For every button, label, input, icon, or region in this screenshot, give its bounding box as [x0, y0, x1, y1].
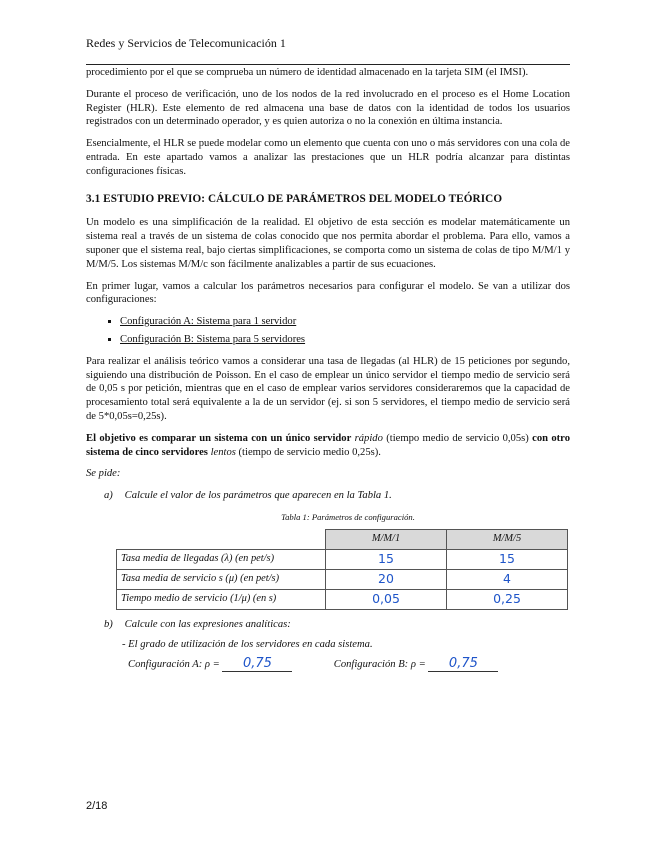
page-body: [86, 66, 570, 676]
table-caption: Tabla 1: Parámetros de configuración.: [281, 511, 415, 522]
table-header-row: [117, 529, 568, 549]
objective-text-2: (tiempo de servicio medio 0,25s).: [238, 446, 381, 458]
configuration-list: [86, 315, 570, 347]
objective-bold-2: con otro sistema de cinco servidores: [86, 432, 570, 458]
handwritten-value: 0,05: [326, 589, 447, 609]
item-a-label: a): [104, 490, 113, 502]
item-a: [86, 489, 570, 503]
table-row: [117, 589, 568, 609]
item-b-text: Calcule con las expresiones analíticas:: [124, 618, 291, 630]
objective-italic-2: lentos: [210, 446, 236, 458]
configuration-a: Configuración A: Sistema para 1 servidor: [120, 316, 297, 328]
config-b-label: Configuración B: ρ =: [333, 659, 426, 671]
paragraph: En primer lugar, vamos a calcular los parámetros necesarios para configurar el modelo. Se van a utilizar dos configuraciones:: [86, 280, 570, 306]
config-a-label: Configuración A: ρ =: [128, 659, 220, 671]
paragraph: Esencialmente, el HLR se puede modelar como un elemento que cuenta con uno o más servidores con una cola de entrada. En este apartado vamos a analizar las prestaciones que un HLR podría alcanzar para distintas configuraciones físicas.: [86, 138, 570, 177]
paragraph: Un modelo es una simplificación de la realidad. El objetivo de esta sección es modelar matemáticamente un sistema real a través de un sistema de colas conocido que nos permita abordar el problema. Para ello, vamos a suponer que el sistema real, bajo ciertas simplificaciones, se comporta como un sistema de colas de tipo M/M/1 y M/M/5. Los sistemas M/M/c son fácilmente analizables a partir de sus ecuaciones.: [86, 217, 570, 270]
running-header: Redes y Servicios de Telecomunicación 1: [86, 36, 286, 50]
config-a-answer: 0,75: [222, 657, 292, 672]
list-item: [120, 333, 570, 347]
page-number: 2/18: [86, 800, 108, 812]
item-b-sub: - El grado de utilización de los servidores en cada sistema.: [122, 638, 373, 650]
handwritten-value: 15: [447, 549, 568, 569]
paragraph: procedimiento por el que se comprueba un número de identidad almacenado en la tarjeta SIM (el IMSI).: [86, 67, 529, 78]
column-header-mm5: M/M/5: [447, 529, 568, 549]
item-b: [86, 618, 570, 632]
list-item: [120, 315, 570, 329]
item-a-text: Calcule el valor de los parámetros que aparecen en la Tabla 1.: [124, 490, 392, 502]
objective-italic-1: rápido: [354, 432, 383, 444]
table-row: [117, 549, 568, 569]
parameters-table: [116, 529, 568, 610]
item-b-label: b): [104, 618, 113, 630]
objective-paragraph: [86, 432, 570, 460]
section-heading: 3.1 ESTUDIO PREVIO: CÁLCULO DE PARÁMETROS DEL MODELO TEÓRICO: [86, 192, 503, 205]
config-b-answer: 0,75: [428, 657, 498, 672]
header-rule: [86, 64, 570, 65]
paragraph: Para realizar el análisis teórico vamos a considerar una tasa de llegadas (al HLR) de 15 peticiones por segundo, siguiendo una distribución de Poisson. En el caso de emplear un único servidor el tiempo medio de servicio será de 0,05 s por petición, mientras que en el caso de emplear varios servidores consideraremos que la capacidad de procesamiento total será equivalente a la de un servidor (ej. si son 5 servidores, el tiempo medio de servicio será de 5*0,05s=0,25s).: [86, 355, 570, 422]
handwritten-value: 0,25: [447, 589, 568, 609]
configuration-b: Configuración B: Sistema para 5 servidores: [120, 333, 306, 345]
utilization-answers: [86, 657, 570, 672]
se-pide: Se pide:: [86, 468, 121, 480]
handwritten-value: 15: [326, 549, 447, 569]
row-label: Tasa media de llegadas (λ) (en pet/s): [117, 549, 326, 569]
row-label: Tiempo medio de servicio (1/μ) (en s): [117, 589, 326, 609]
handwritten-value: 4: [447, 569, 568, 589]
row-label: Tasa media de servicio s (μ) (en pet/s): [117, 569, 326, 589]
column-header-mm1: M/M/1: [326, 529, 447, 549]
paragraph: Durante el proceso de verificación, uno de los nodos de la red involucrado en el proceso es el Home Location Register (HLR). Este elemento de red almacena una base de datos con la identidad de todos los usuarios registrados con un determinado operador, y es quien autoriza o no la conexión en última instancia.: [86, 88, 570, 128]
handwritten-value: 20: [326, 569, 447, 589]
table-corner: [117, 529, 326, 549]
table-row: [117, 569, 568, 589]
objective-bold-1: El objetivo es comparar un sistema con un único servidor: [86, 432, 352, 444]
objective-text-1: (tiempo medio de servicio 0,05s): [386, 432, 529, 444]
